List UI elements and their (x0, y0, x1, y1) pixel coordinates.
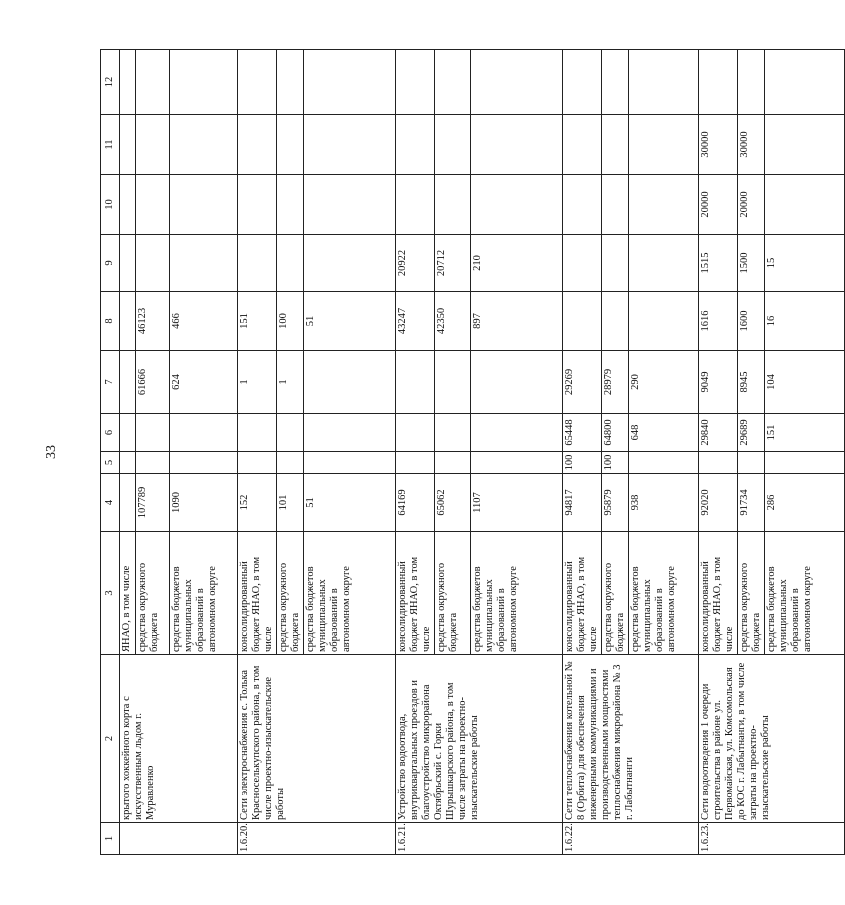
col-header: 1 (101, 823, 120, 855)
amount-cell (304, 115, 396, 175)
amount-cell: 20000 (699, 175, 738, 235)
amount-cell: 30000 (699, 115, 738, 175)
amount-cell: 91734 (738, 474, 765, 532)
amount-cell (120, 414, 136, 452)
amount-cell: 29269 (563, 351, 602, 414)
amount-cell: 30000 (738, 115, 765, 175)
col-header: 8 (101, 292, 120, 351)
amount-cell (471, 414, 563, 452)
amount-cell (396, 175, 435, 235)
amount-cell (699, 50, 738, 115)
amount-cell (629, 50, 699, 115)
amount-cell: 101 (277, 474, 304, 532)
amount-cell: 64800 (602, 414, 629, 452)
amount-cell (563, 292, 602, 351)
amount-cell (136, 50, 170, 115)
amount-cell (563, 175, 602, 235)
amount-cell: 1515 (699, 235, 738, 292)
amount-cell (471, 175, 563, 235)
amount-cell: 1107 (471, 474, 563, 532)
amount-cell (120, 235, 136, 292)
amount-cell: 94817 (563, 474, 602, 532)
col-header: 2 (101, 655, 120, 823)
amount-cell (396, 414, 435, 452)
amount-cell (471, 50, 563, 115)
amount-cell (277, 414, 304, 452)
amount-cell: 938 (629, 474, 699, 532)
amount-cell: 1616 (699, 292, 738, 351)
amount-cell (277, 50, 304, 115)
amount-cell: 107789 (136, 474, 170, 532)
amount-cell: 286 (765, 474, 845, 532)
funding-source: средства бюджетов муниципальных образований в автономном округе (170, 532, 238, 655)
item-code: 1.6.23. (699, 823, 845, 855)
amount-cell: 65448 (563, 414, 602, 452)
amount-cell (136, 452, 170, 474)
amount-cell: 29840 (699, 414, 738, 452)
amount-cell: 42350 (435, 292, 471, 351)
amount-cell (120, 292, 136, 351)
funding-source: средства окружного бюджета (602, 532, 629, 655)
amount-cell (765, 452, 845, 474)
amount-cell: 897 (471, 292, 563, 351)
funding-source: средства бюджетов муниципальных образований в автономном округе (765, 532, 845, 655)
funding-source: средства бюджетов муниципальных образований в автономном округе (304, 532, 396, 655)
amount-cell: 95879 (602, 474, 629, 532)
funding-source: консолидированный бюджет ЯНАО, в том числе (699, 532, 738, 655)
amount-cell: 51 (304, 474, 396, 532)
table-body (120, 50, 845, 855)
amount-cell (563, 235, 602, 292)
amount-cell (304, 414, 396, 452)
amount-cell (435, 175, 471, 235)
col-header: 6 (101, 414, 120, 452)
amount-cell: 8945 (738, 351, 765, 414)
amount-cell (563, 50, 602, 115)
funding-source: средства окружного бюджета (277, 532, 304, 655)
item-code: 1.6.21. (396, 823, 563, 855)
amount-cell (304, 50, 396, 115)
amount-cell (120, 474, 136, 532)
amount-cell (277, 115, 304, 175)
rotated-table-container (100, 50, 813, 855)
amount-cell (602, 175, 629, 235)
amount-cell: 20712 (435, 235, 471, 292)
amount-cell (238, 235, 277, 292)
amount-cell (170, 235, 238, 292)
amount-cell: 46123 (136, 292, 170, 351)
item-code (120, 823, 238, 855)
amount-cell (396, 115, 435, 175)
funding-source: средства окружного бюджета (435, 532, 471, 655)
amount-cell: 152 (238, 474, 277, 532)
amount-cell: 466 (170, 292, 238, 351)
amount-cell (277, 175, 304, 235)
amount-cell (238, 175, 277, 235)
amount-cell (136, 175, 170, 235)
amount-cell: 151 (238, 292, 277, 351)
item-code: 1.6.22. (563, 823, 699, 855)
amount-cell (120, 351, 136, 414)
amount-cell (765, 175, 845, 235)
amount-cell (238, 50, 277, 115)
amount-cell: 65062 (435, 474, 471, 532)
amount-cell (471, 452, 563, 474)
col-header: 9 (101, 235, 120, 292)
funding-source: средства бюджетов муниципальных образований в автономном округе (471, 532, 563, 655)
amount-cell (238, 414, 277, 452)
amount-cell (602, 115, 629, 175)
amount-cell (304, 452, 396, 474)
amount-cell (435, 351, 471, 414)
amount-cell: 1600 (738, 292, 765, 351)
amount-cell (304, 175, 396, 235)
table-row (238, 50, 277, 855)
amount-cell: 1090 (170, 474, 238, 532)
col-header: 5 (101, 452, 120, 474)
amount-cell (765, 50, 845, 115)
amount-cell (277, 235, 304, 292)
item-name: Сети электроснабжения с. Толька Красноселькупского района, в том числе проектно-изыскательские работы (238, 655, 396, 823)
amount-cell (629, 175, 699, 235)
table-row (699, 50, 738, 855)
funding-source: консолидированный бюджет ЯНАО, в том числе (396, 532, 435, 655)
amount-cell: 1500 (738, 235, 765, 292)
amount-cell: 290 (629, 351, 699, 414)
amount-cell (396, 452, 435, 474)
amount-cell: 100 (563, 452, 602, 474)
funding-source: ЯНАО, в том числе (120, 532, 136, 655)
amount-cell (629, 292, 699, 351)
amount-cell (304, 351, 396, 414)
amount-cell: 92020 (699, 474, 738, 532)
amount-cell: 43247 (396, 292, 435, 351)
amount-cell (738, 50, 765, 115)
amount-cell (120, 452, 136, 474)
amount-cell (120, 50, 136, 115)
amount-cell (563, 115, 602, 175)
table-row (563, 50, 602, 855)
amount-cell (435, 50, 471, 115)
amount-cell (396, 50, 435, 115)
amount-cell: 51 (304, 292, 396, 351)
amount-cell (120, 175, 136, 235)
amount-cell (629, 115, 699, 175)
funding-source: консолидированный бюджет ЯНАО, в том числе (563, 532, 602, 655)
amount-cell: 624 (170, 351, 238, 414)
amount-cell (170, 175, 238, 235)
item-name: крытого хоккейного корта с искусственным льдом г. Муравленко (120, 655, 238, 823)
amount-cell (435, 414, 471, 452)
amount-cell: 100 (277, 292, 304, 351)
header-row (101, 50, 120, 855)
amount-cell (629, 452, 699, 474)
col-header: 10 (101, 175, 120, 235)
amount-cell: 20000 (738, 175, 765, 235)
amount-cell: 20922 (396, 235, 435, 292)
funding-source: средства бюджетов муниципальных образований в автономном округе (629, 532, 699, 655)
amount-cell (238, 115, 277, 175)
budget-table (100, 49, 845, 855)
amount-cell (136, 414, 170, 452)
col-header: 7 (101, 351, 120, 414)
amount-cell: 210 (471, 235, 563, 292)
amount-cell: 151 (765, 414, 845, 452)
amount-cell: 15 (765, 235, 845, 292)
amount-cell (765, 115, 845, 175)
amount-cell (170, 414, 238, 452)
page-number: 33 (44, 445, 59, 459)
amount-cell: 16 (765, 292, 845, 351)
col-header: 12 (101, 50, 120, 115)
amount-cell (170, 115, 238, 175)
amount-cell (738, 452, 765, 474)
amount-cell (136, 115, 170, 175)
amount-cell: 64169 (396, 474, 435, 532)
item-name: Устройство водоотвода, внутриквартальных проездов и благоустройство микрорайона Октябрьский с. Горки Шурышкарского района, в том числе затраты на проектно-изыскательские работы (396, 655, 563, 823)
amount-cell: 28979 (602, 351, 629, 414)
amount-cell (471, 351, 563, 414)
amount-cell (170, 50, 238, 115)
amount-cell (120, 115, 136, 175)
amount-cell: 100 (602, 452, 629, 474)
amount-cell (435, 115, 471, 175)
funding-source: средства окружного бюджета (136, 532, 170, 655)
amount-cell (629, 235, 699, 292)
amount-cell: 61666 (136, 351, 170, 414)
item-name: Сети теплоснабжения котельной № 8 (Орбита) для обеспечения инженерными коммуникациями и производственными мощностями теплоснабжения микрорайона № 3 г. Лабытнанги (563, 655, 699, 823)
amount-cell (304, 235, 396, 292)
amount-cell (699, 452, 738, 474)
amount-cell (435, 452, 471, 474)
item-name: Сети водоотведения 1 очереди строительства в районе ул. Первомайская, ул. Комсомольская до КОС г. Лабытнанги, в том числе затраты на проектно-изыскательские работы (699, 655, 845, 823)
amount-cell: 1 (277, 351, 304, 414)
amount-cell: 104 (765, 351, 845, 414)
amount-cell (238, 452, 277, 474)
funding-source: средства окружного бюджета (738, 532, 765, 655)
amount-cell (602, 50, 629, 115)
amount-cell: 29689 (738, 414, 765, 452)
col-header: 11 (101, 115, 120, 175)
amount-cell (602, 235, 629, 292)
funding-source: консолидированный бюджет ЯНАО, в том числе (238, 532, 277, 655)
amount-cell (170, 452, 238, 474)
amount-cell: 648 (629, 414, 699, 452)
amount-cell (277, 452, 304, 474)
amount-cell: 1 (238, 351, 277, 414)
col-header: 3 (101, 532, 120, 655)
table-row (120, 50, 136, 855)
amount-cell: 9049 (699, 351, 738, 414)
col-header: 4 (101, 474, 120, 532)
amount-cell (396, 351, 435, 414)
item-code: 1.6.20. (238, 823, 396, 855)
amount-cell (602, 292, 629, 351)
amount-cell (136, 235, 170, 292)
amount-cell (471, 115, 563, 175)
table-row (396, 50, 435, 855)
